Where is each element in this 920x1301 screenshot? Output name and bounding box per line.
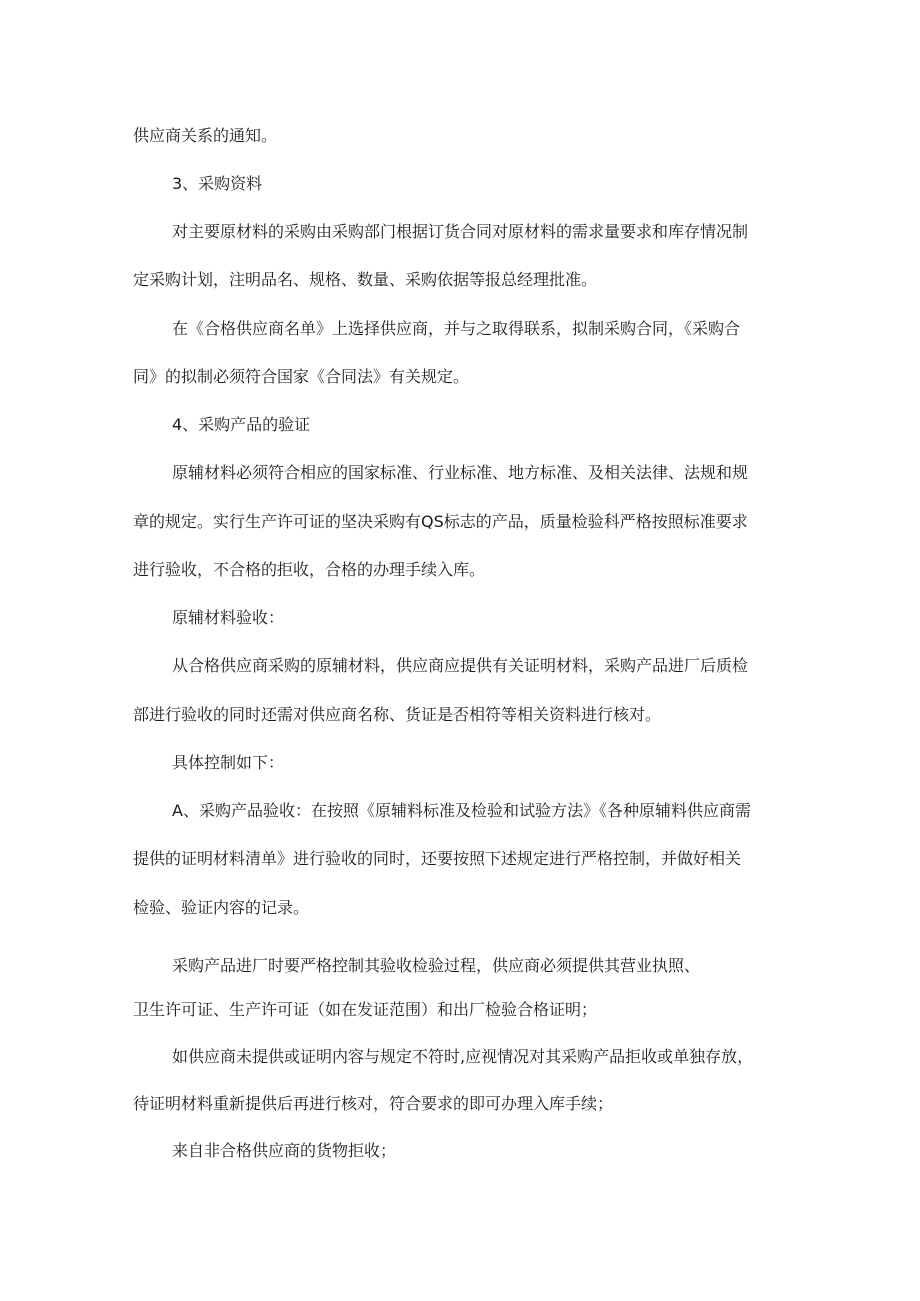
paragraph-line: 检验、验证内容的记录。 [133,898,310,917]
subheading: 具体控制如下： [172,753,285,772]
paragraph-line: 采购产品进厂时要严格控制其验收检验过程，供应商必须提供其营业执照、 [172,956,701,975]
paragraph-line: A、采购产品验收：在按照《原辅料标准及检验和试验方法》《各种原辅料供应商需 [172,801,751,820]
paragraph-line: 来自非合格供应商的货物拒收； [172,1141,397,1160]
paragraph-line: 待证明材料重新提供后再进行核对，符合要求的即可办理入库手续； [133,1094,614,1113]
paragraph-line: 部进行验收的同时还需对供应商名称、货证是否相符等相关资料进行核对。 [133,705,662,724]
paragraph-line: 供应商关系的通知。 [133,126,278,145]
section-heading: 4、采购产品的验证 [172,415,311,434]
paragraph-line: 原辅材料必须符合相应的国家标准、行业标准、地方标准、及相关法律、法规和规 [172,463,749,482]
paragraph-line: 在《合格供应商名单》上选择供应商，并与之取得联系，拟制采购合同，《采购合 [172,319,741,338]
paragraph-line: 章的规定。实行生产许可证的坚决采购有QS标志的产品，质量检验科严格按照标准要求 [133,512,748,531]
section-heading: 3、采购资料 [172,174,263,193]
paragraph-line: 卫生许可证、生产许可证（如在发证范围）和出厂检验合格证明； [133,1000,598,1019]
paragraph-line: 进行验收，不合格的拒收，合格的办理手续入库。 [133,560,486,579]
paragraph-line: 同》的拟制必须符合国家《合同法》有关规定。 [133,367,470,386]
paragraph-line: 从合格供应商采购的原辅材料，供应商应提供有关证明材料，采购产品进厂后质检 [172,656,749,675]
subheading: 原辅材料验收： [172,608,285,627]
paragraph-line: 定采购计划，注明品名、规格、数量、采购依据等报总经理批准。 [133,270,598,289]
paragraph-line: 对主要原材料的采购由采购部门根据订货合同对原材料的需求量要求和库存情况制 [172,222,749,241]
paragraph-line: 如供应商未提供或证明内容与规定不符时,应视情况对其采购产品拒收或单独存放， [172,1047,754,1066]
paragraph-line: 提供的证明材料清单》进行验收的同时，还要按照下述规定进行严格控制，并做好相关 [133,849,742,868]
